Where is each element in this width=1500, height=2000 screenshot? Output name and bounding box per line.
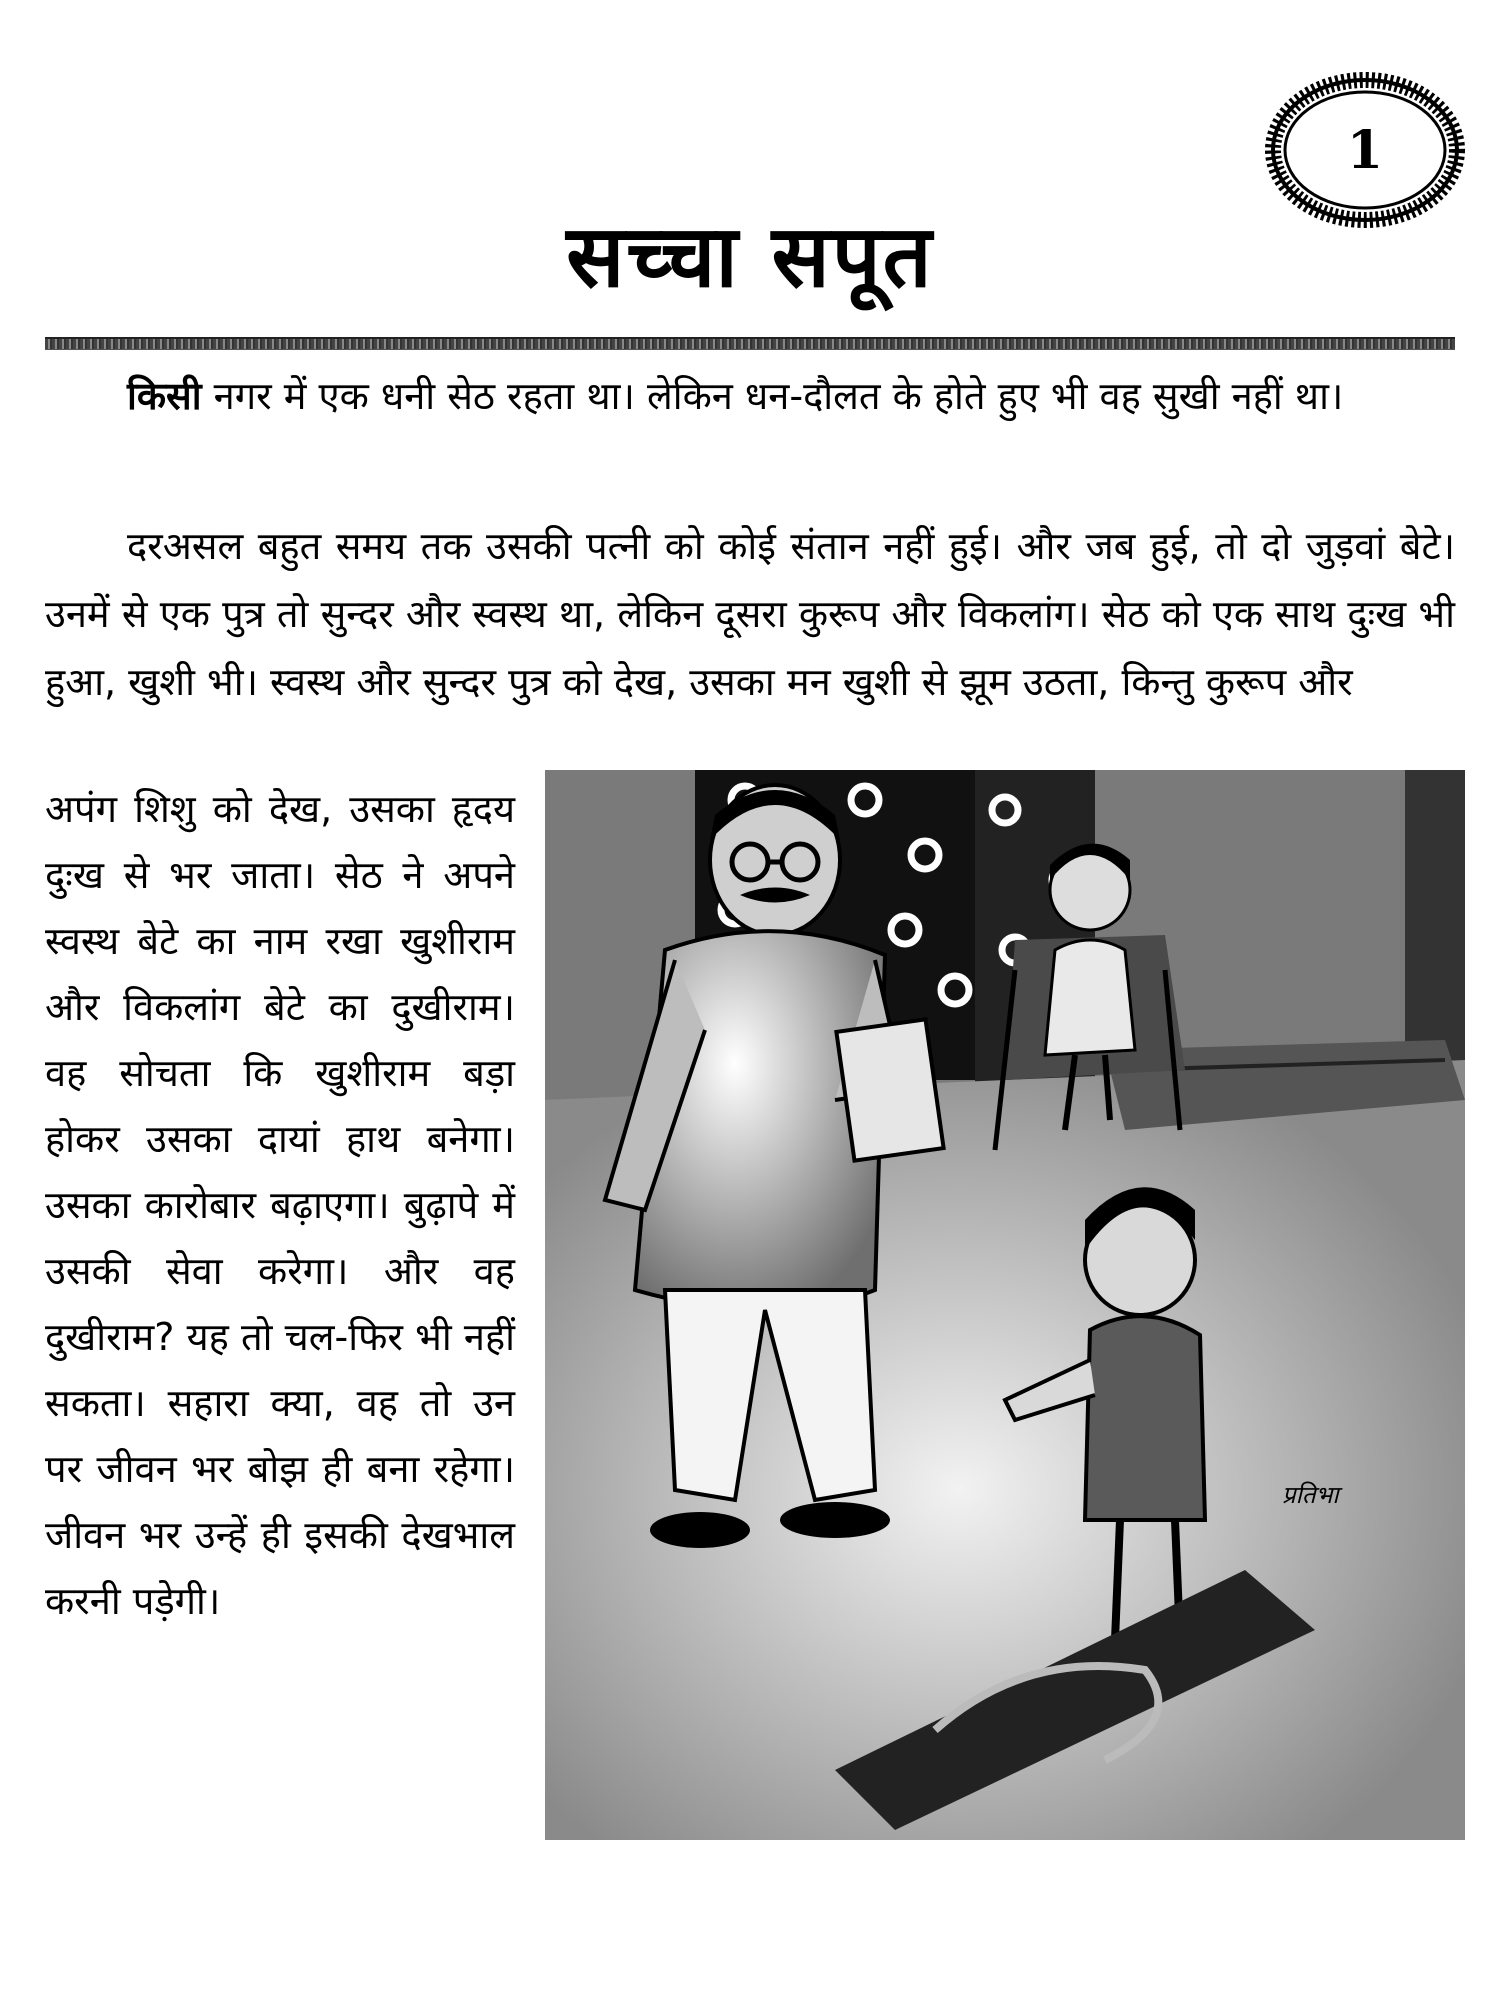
paragraph-1-text: नगर में एक धनी सेठ रहता था। लेकिन धन-दौलत के होते हुए भी वह सुखी नहीं था। [201, 374, 1344, 418]
paragraph-2-text: दरअसल बहुत समय तक उसकी पत्नी को कोई संतान नहीं हुई। और जब हुई, तो दो जुड़वां बेटे। उनमें से एक पुत्र तो सुन्दर और स्वस्थ था, लेकिन दूसरा कुरूप और विकलांग। सेठ को एक साथ दुःख भी हुआ, खुशी भी। स्वस्थ और सुन्दर पुत्र को देख, उसका मन खुशी से झूम उठता, किन्तु कुरूप और [45, 524, 1455, 704]
side-column-text: अपंग शिशु को देख, उसका हृदय दुःख से भर जाता। सेठ ने अपने स्वस्थ बेटे का नाम रखा खुशीराम और विकलांग बेटे का दुखीराम। वह सोचता कि खुशीराम बड़ा होकर उसका दायां हाथ बनेगा। उसका कारोबार बढ़ाएगा। बुढ़ापे में उसकी सेवा करेगा। और वह दुखीराम? यह तो चल-फिर भी नहीं सकता। सहारा क्या, वह तो उन पर जीवन भर बोझ ही बना रहेगा। जीवन भर उन्हें ही इसकी देखभाल करनी पड़ेगी। [45, 787, 515, 1623]
paragraph-2 [45, 512, 1455, 716]
paragraph-1 [45, 362, 1455, 430]
page-number: 1 [1346, 119, 1384, 181]
artist-signature: प्रतिभा [1282, 1481, 1339, 1509]
title-divider [45, 337, 1455, 350]
story-illustration [545, 770, 1465, 1840]
paragraph-1-first-word: किसी [127, 374, 202, 418]
illustration-drawing [545, 770, 1465, 1840]
story-title: सच्चा सपूत [566, 207, 934, 307]
